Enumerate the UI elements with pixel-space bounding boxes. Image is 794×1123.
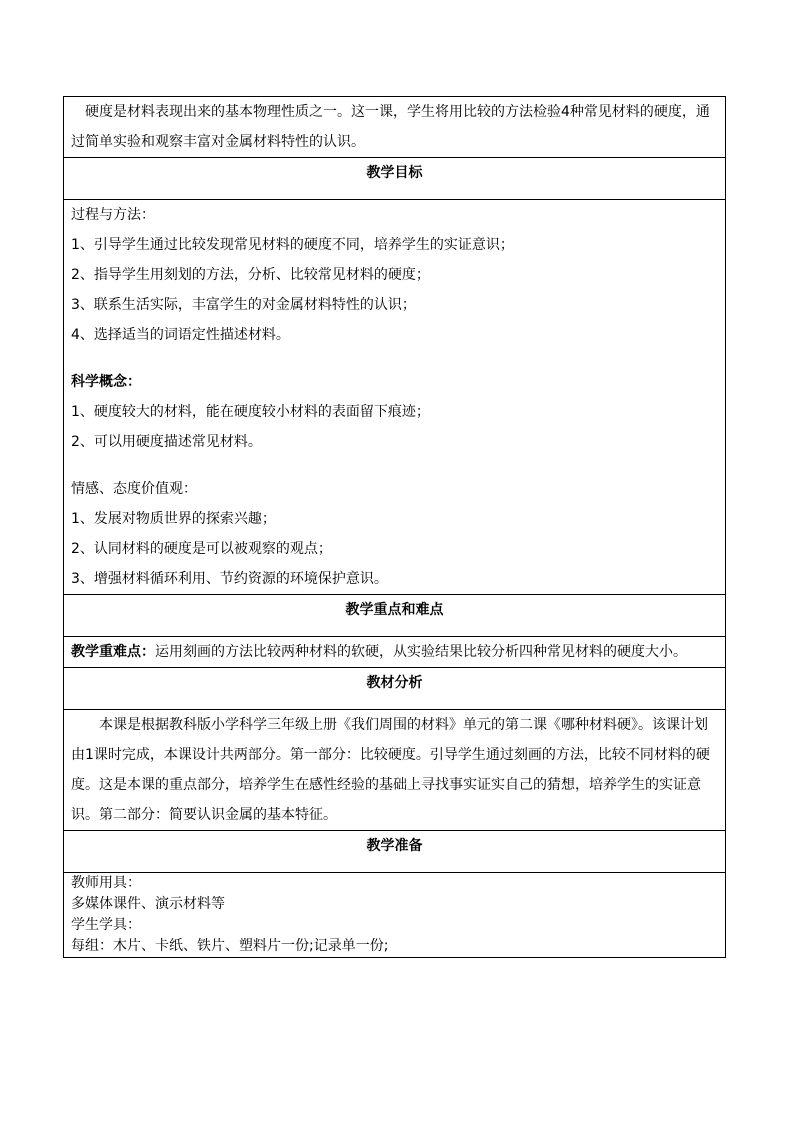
process-item: 4、选择适当的词语定性描述材料。 — [71, 327, 290, 343]
goals-cell — [64, 200, 726, 595]
attitude-item: 1、发展对物质世界的探索兴趣； — [71, 511, 276, 527]
concept-title: 科学概念： — [71, 374, 141, 390]
intro-cell — [64, 97, 726, 158]
spacer — [71, 350, 718, 367]
concept-item: 2、可以用硬度描述常见材料。 — [71, 434, 262, 450]
analysis-cell — [64, 710, 726, 831]
key-points-label: 教学重难点： — [71, 644, 155, 660]
goals-title: 教学目标 — [64, 158, 726, 200]
prep-row — [64, 873, 726, 958]
analysis-text: 本课是根据教科版小学科学三年级上册《我们周围的材料》单元的第二课《哪种材料硬》。该课计划由1课时完成，本课设计共两部分。第一部分：比较硬度。引导学生通过刻画的方法，比较不同材料的硬度。这是本课的重点部分，培养学生在感性经验的基础上寻找事实证实自己的猜想，培养学生的实证意识。第二部分：简要认识金属的基本特征。 — [71, 717, 710, 823]
spacer — [71, 457, 718, 474]
key-points-title: 教学重点和难点 — [64, 595, 726, 637]
process-item: 2、指导学生用刻划的方法，分析、比较常见材料的硬度； — [71, 267, 430, 283]
attitude-item: 2、认同材料的硬度是可以被观察的观点； — [71, 541, 332, 557]
goals-header-row — [64, 158, 726, 200]
prep-header-row — [64, 831, 726, 873]
key-points-paragraph — [71, 637, 718, 667]
process-title: 过程与方法： — [71, 207, 155, 223]
prep-line: 教师用具： — [71, 875, 141, 891]
prep-line: 学生学具： — [71, 917, 141, 933]
lesson-page — [63, 96, 726, 958]
lesson-plan-table — [63, 96, 726, 958]
goals-row — [64, 200, 726, 595]
key-points-text: 运用刻画的方法比较两种材料的软硬，从实验结果比较分析四种常见材料的硬度大小。 — [155, 644, 687, 660]
attitude-item: 3、增强材料循环利用、节约资源的环境保护意识。 — [71, 571, 388, 587]
analysis-header-row — [64, 668, 726, 710]
process-item: 1、引导学生通过比较发现常见材料的硬度不同，培养学生的实证意识； — [71, 237, 514, 253]
process-item: 3、联系生活实际，丰富学生的对金属材料特性的认识； — [71, 297, 416, 313]
key-points-row — [64, 637, 726, 668]
attitude-title: 情感、态度价值观： — [71, 481, 197, 497]
prep-line: 多媒体课件、演示材料等 — [71, 896, 225, 912]
analysis-row — [64, 710, 726, 831]
prep-title: 教学准备 — [64, 831, 726, 873]
prep-cell — [64, 873, 726, 958]
intro-text: 硬度是材料表现出来的基本物理性质之一。这一课，学生将用比较的方法检验4种常见材料的硬度，通过简单实验和观察丰富对金属材料特性的认识。 — [71, 104, 710, 150]
concept-item: 1、硬度较大的材料，能在硬度较小材料的表面留下痕迹； — [71, 404, 430, 420]
analysis-title: 教材分析 — [64, 668, 726, 710]
intro-row — [64, 97, 726, 158]
key-points-header-row — [64, 595, 726, 637]
key-points-cell — [64, 637, 726, 668]
prep-line: 每组：木片、卡纸、铁片、塑料片一份;记录单一份; — [71, 938, 389, 954]
